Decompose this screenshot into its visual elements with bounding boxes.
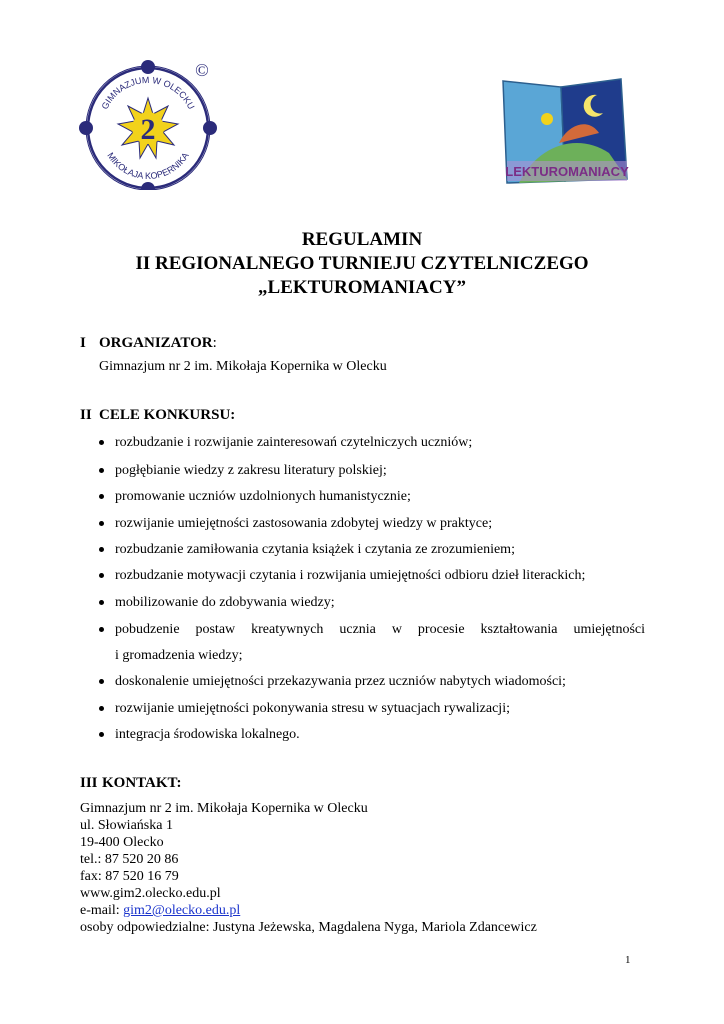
contact-school: Gimnazjum nr 2 im. Mikołaja Kopernika w Olecku [80, 801, 368, 816]
goal-item-text: pobudzenie postaw kreatywnych ucznia w procesie kształtowania umiejętności [115, 622, 645, 637]
bullet-icon [99, 573, 104, 578]
bullet-icon [99, 521, 104, 526]
contact-fax: fax: 87 520 16 79 [80, 869, 179, 884]
contact-street: ul. Słowiańska 1 [80, 818, 173, 833]
bullet-icon [99, 679, 104, 684]
title-line-2: II REGIONALNEGO TURNIEJU CZYTELNICZEGO [135, 253, 589, 274]
svg-text:2: 2 [140, 113, 156, 146]
bullet-icon [99, 547, 104, 552]
svg-text:LEKTUROMANIACY: LEKTUROMANIACY [505, 164, 629, 179]
school-logo [78, 60, 218, 190]
section-title: ORGANIZATOR [99, 335, 213, 351]
page-number: 1 [625, 954, 631, 966]
title-line-1: REGULAMIN [301, 229, 423, 250]
lekturomaniacy-logo [499, 73, 633, 190]
bullet-icon [99, 468, 104, 473]
section-organizator-heading [80, 334, 217, 352]
bullet-icon [99, 600, 104, 605]
organizer-name: Gimnazjum nr 2 im. Mikołaja Kopernika w Olecku [99, 359, 387, 374]
svg-text:MIKOŁAJA KOPERNIKA: MIKOŁAJA KOPERNIKA [105, 150, 191, 182]
section-goals-heading [80, 406, 235, 424]
goal-item-continuation: i gromadzenia wiedzy; [115, 648, 243, 663]
contact-phone: tel.: 87 520 20 86 [80, 852, 179, 867]
section-number: III [80, 775, 98, 791]
section-colon: : [212, 335, 217, 351]
bullet-icon [99, 627, 104, 632]
contact-postcode: 19-400 Olecko [80, 835, 164, 850]
title-line-3: „LEKTUROMANIACY” [258, 277, 466, 298]
contact-website: www.gim2.olecko.edu.pl [80, 886, 221, 901]
bullet-icon [99, 440, 104, 445]
section-title: CELE KONKURSU: [99, 407, 236, 423]
contact-responsible: osoby odpowiedzialne: Justyna Jeżewska, Magdalena Nyga, Mariola Zdancewicz [80, 920, 537, 935]
bullet-icon [99, 706, 104, 711]
section-title: KONTAKT: [102, 775, 182, 791]
section-number: II [80, 407, 92, 423]
svg-text:©: © [195, 60, 209, 80]
contact-email-line [80, 902, 240, 919]
section-contact-heading [80, 774, 181, 792]
bullet-icon [99, 494, 104, 499]
bullet-icon [99, 732, 104, 737]
email-label: e-mail: [80, 903, 124, 918]
email-link[interactable]: gim2@olecko.edu.pl [123, 903, 241, 918]
svg-text:GIMNAZJUM W OLECKU: GIMNAZJUM W OLECKU [99, 74, 197, 111]
section-number: I [80, 335, 86, 351]
